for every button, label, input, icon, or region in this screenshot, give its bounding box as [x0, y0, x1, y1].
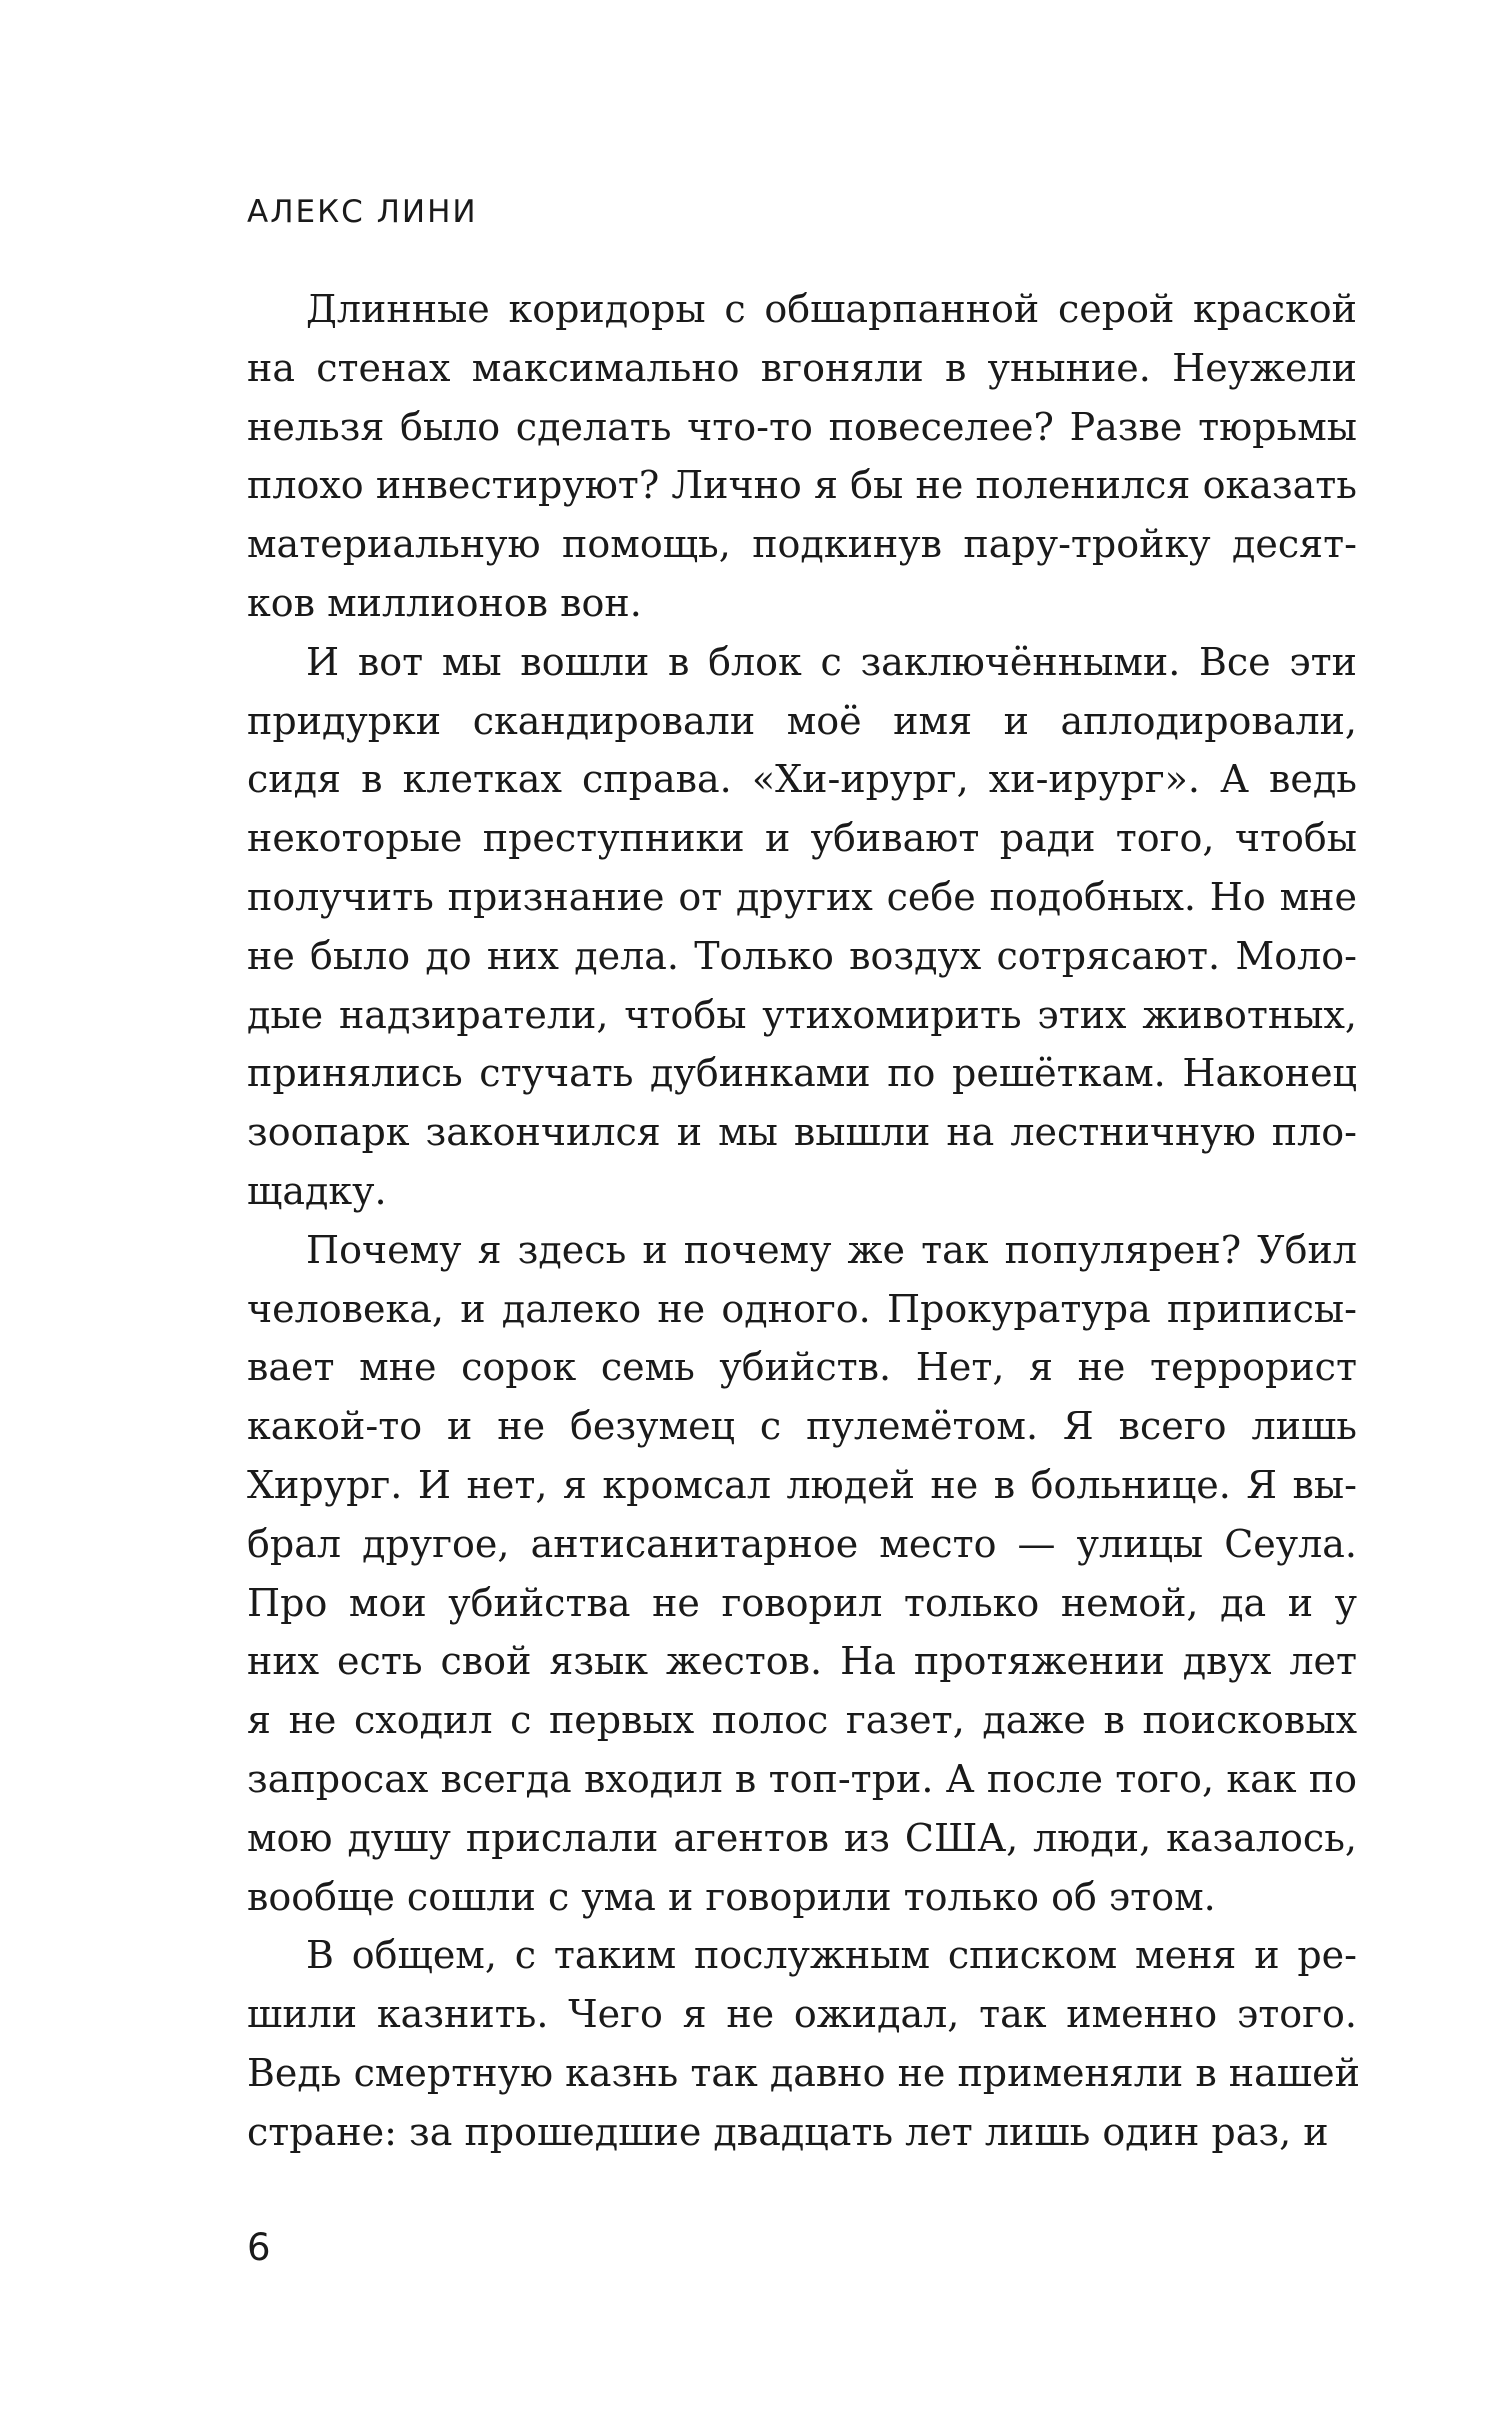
text-line: шили казнить. Чего я не ожидал, так именно этого.: [247, 1992, 1357, 2037]
text-line: нельзя было сделать что-то повеселее? Разве тюрьмы: [247, 404, 1357, 449]
paragraph: [247, 280, 1357, 633]
text-line: стране: за прошедшие двадцать лет лишь один раз, и: [247, 2109, 1329, 2154]
paragraph: [247, 633, 1357, 1221]
text-line: дые надзиратели, чтобы утихомирить этих животных,: [247, 992, 1357, 1037]
text-line: получить признание от других себе подобных. Но мне: [247, 874, 1357, 919]
text-line: запросах всегда входил в топ-три. А после того, как по: [247, 1756, 1357, 1801]
text-line: мою душу прислали агентов из США, люди, казалось,: [247, 1815, 1357, 1860]
text-line: них есть свой язык жестов. На протяжении двух лет: [247, 1639, 1357, 1684]
page-number: 6: [247, 2226, 271, 2269]
text-line: человека, и далеко не одного. Прокуратура приписы-: [247, 1286, 1357, 1331]
running-head-author: АЛЕКС ЛИНИ: [247, 194, 478, 230]
text-line: материальную помощь, подкинув пару-тройку десят-: [247, 522, 1357, 567]
text-line: щадку.: [247, 1168, 387, 1213]
text-line: Про мои убийства не говорил только немой, да и у: [247, 1580, 1357, 1625]
text-line: Почему я здесь и почему же так популярен? Убил: [306, 1227, 1357, 1272]
text-line: на стенах максимально вгоняли в уныние. Неужели: [247, 345, 1357, 390]
text-line: Ведь смертную казнь так давно не применяли в нашей: [247, 2050, 1360, 2095]
text-line: зоопарк закончился и мы вышли на лестничную пло-: [247, 1110, 1357, 1155]
text-line: некоторые преступники и убивают ради того, чтобы: [247, 816, 1357, 861]
paragraph: [247, 1926, 1360, 2161]
text-line: ков миллионов вон.: [247, 580, 642, 625]
text-line: вообще сошли с ума и говорили только об этом.: [247, 1874, 1216, 1919]
paragraph: [247, 1221, 1357, 1927]
body-text: [247, 280, 1360, 2162]
text-line: Длинные коридоры с обшарпанной серой краской: [306, 287, 1357, 331]
text-line: В общем, с таким послужным списком меня и ре-: [306, 1933, 1357, 1978]
text-line: плохо инвестируют? Лично я бы не поленился оказать: [247, 463, 1357, 508]
text-line: принялись стучать дубинками по решёткам. Наконец: [247, 1051, 1357, 1096]
text-line: вает мне сорок семь убийств. Нет, я не террорист: [247, 1345, 1357, 1390]
text-line: сидя в клетках справа. «Хи-ирург, хи-ирург». А ведь: [247, 757, 1357, 802]
text-line: И вот мы вошли в блок с заключёнными. Все эти: [306, 639, 1357, 684]
text-line: Хирург. И нет, я кромсал людей не в больнице. Я вы-: [247, 1462, 1357, 1507]
text-line: не было до них дела. Только воздух сотрясают. Моло-: [247, 933, 1357, 978]
text-line: какой-то и не безумец с пулемётом. Я всего лишь: [247, 1404, 1357, 1449]
text-line: я не сходил с первых полос газет, даже в поисковых: [247, 1698, 1357, 1743]
text-line: придурки скандировали моё имя и аплодировали,: [247, 698, 1357, 743]
text-line: брал другое, антисанитарное место — улицы Сеула.: [247, 1521, 1357, 1566]
